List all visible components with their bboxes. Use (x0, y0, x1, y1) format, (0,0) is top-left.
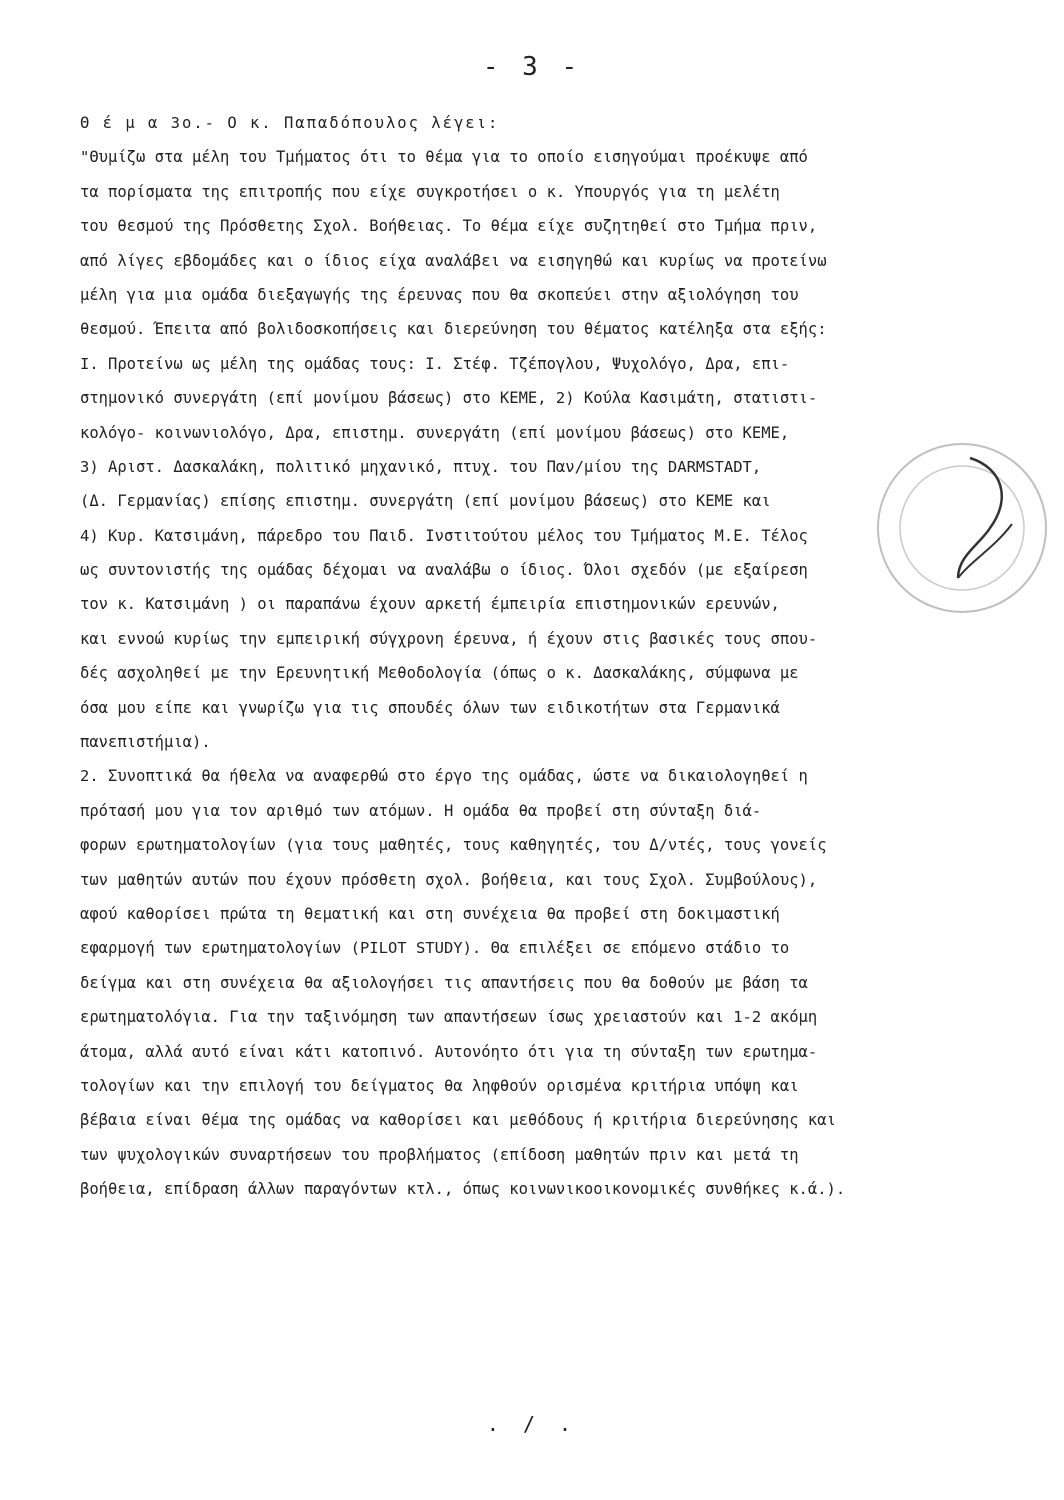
text-line: αφού καθορίσει πρώτα τη θεματική και στη συνέχεια θα προβεί στη δοκιμαστική (80, 904, 780, 923)
text-line: 3) Αριστ. Δασκαλάκη, πολιτικό μηχανικό, πτυχ. του Παν/μίου της DARMSTADT, (80, 457, 762, 476)
text-line: τον κ. Κατσιμάνη ) οι παραπάνω έχουν αρκετή έμπειρία επιστημονικών ερευνών, (80, 595, 780, 614)
text-line: από λίγες εβδομάδες και ο ίδιος είχα αναλάβει να εισηγηθώ και κυρίως να προτείνω (80, 251, 827, 270)
text-line: εφαρμογή των ερωτηματολογίων (PILOT STUDY). Θα επιλέξει σε επόμενο στάδιο το (80, 939, 790, 958)
text-line: ερωτηματολόγια. Για την ταξινόμηση των απαντήσεων ίσως χρειαστούν και 1-2 ακόμη (80, 1008, 818, 1027)
official-stamp-icon (862, 428, 1062, 628)
text-line: Θ έ μ α 3ο.- Ο κ. Παπαδόπουλος λέγει: (80, 114, 500, 132)
text-line: "Θυμίζω στα μέλη του Τμήματος ότι το θέμα για το οποίο εισηγούμαι προέκυψε από (80, 148, 808, 167)
text-line: τα πορίσματα της επιτροπής που είχε συγκροτήσει ο κ. Υπουργός για τη μελέτη (80, 182, 780, 201)
text-line: πρότασή μου για τον αριθμό των ατόμων. Η ομάδα θα προβεί στη σύνταξη διά- (80, 801, 762, 820)
page-number: - 3 - (482, 52, 582, 82)
text-line: βέβαια είναι θέμα της ομάδας να καθορίσει και μεθόδους ή κριτήρια διερεύνησης και (80, 1111, 836, 1130)
text-line: δές ασχοληθεί με την Ερευνητική Μεθοδολογία (όπως ο κ. Δασκαλάκης, σύμφωνα με (80, 664, 799, 683)
text-line: των ψυχολογικών συναρτήσεων του προβλήματος (επίδοση μαθητών πριν και μετά τη (80, 1145, 799, 1164)
text-line: άτομα, αλλά αυτό είναι κάτι κατοπινό. Αυτονόητο ότι για τη σύνταξη των ερωτημα- (80, 1042, 818, 1061)
text-line: ως συντονιστής της ομάδας δέχομαι να αναλάβω ο ίδιος. Όλοι σχεδόν (με εξαίρεση (80, 561, 808, 580)
text-line: όσα μου είπε και γνωρίζω για τις σπουδές όλων των ειδικοτήτων στα Γερμανικά (80, 698, 780, 717)
continuation-mark: . / . (486, 1412, 578, 1436)
text-line: φορων ερωτηματολογίων (για τους μαθητές, τους καθηγητές, του Δ/ντές, τους γονείς (80, 836, 827, 855)
text-line: θεσμού. Έπειτα από βολιδοσκοπήσεις και διερεύνηση του θέματος κατέληξα στα εξής: (80, 320, 827, 339)
text-line: δείγμα και στη συνέχεια θα αξιολογήσει τις απαντήσεις που θα δοθούν με βάση τα (80, 973, 808, 992)
text-line: κολόγο- κοινωνιολόγο, Δρα, επιστημ. συνεργάτη (επί μονίμου βάσεως) στο ΚΕΜΕ, (80, 423, 790, 442)
text-line: των μαθητών αυτών που έχουν πρόσθετη σχολ. βοήθεια, και τους Σχολ. Συμβούλους), (80, 870, 818, 889)
text-line: 4) Κυρ. Κατσιμάνη, πάρεδρο του Παιδ. Ινστιτούτου μέλος του Τμήματος Μ.Ε. Τέλος (80, 526, 808, 545)
document-body (80, 106, 1010, 1207)
text-line: μέλη για μια ομάδα διεξαγωγής της έρευνας που θα σκοπεύει στην αξιολόγηση του (80, 285, 799, 304)
text-line: βοήθεια, επίδραση άλλων παραγόντων κτλ., όπως κοινωνικοοικονομικές συνθήκες κ.ά.). (80, 1180, 846, 1199)
text-line: τολογίων και την επιλογή του δείγματος θα ληφθούν ορισμένα κριτήρια υπόψη και (80, 1076, 799, 1095)
text-line: στημονικό συνεργάτη (επί μονίμου βάσεως) στο ΚΕΜΕ, 2) Κούλα Κασιμάτη, στατιστι- (80, 389, 818, 408)
text-line: και εννοώ κυρίως την εμπειρική σύγχρονη έρευνα, ή έχουν στις βασικές τους σπου- (80, 629, 818, 648)
text-line: πανεπιστήμια). (80, 733, 211, 752)
text-line: (Δ. Γερμανίας) επίσης επιστημ. συνεργάτη (επί μονίμου βάσεως) στο ΚΕΜΕ και (80, 492, 771, 511)
text-line: του θεσμού της Πρόσθετης Σχολ. Βοήθειας. Το θέμα είχε συζητηθεί στο Τμήμα πριν, (80, 217, 818, 236)
text-line: I. Προτείνω ως μέλη της ομάδας τους: Ι. Στέφ. Τζέπογλου, Ψυχολόγο, Δρα, επι- (80, 354, 790, 373)
text-line: 2. Συνοπτικά θα ήθελα να αναφερθώ στο έργο της ομάδας, ώστε να δικαιολογηθεί η (80, 767, 808, 786)
